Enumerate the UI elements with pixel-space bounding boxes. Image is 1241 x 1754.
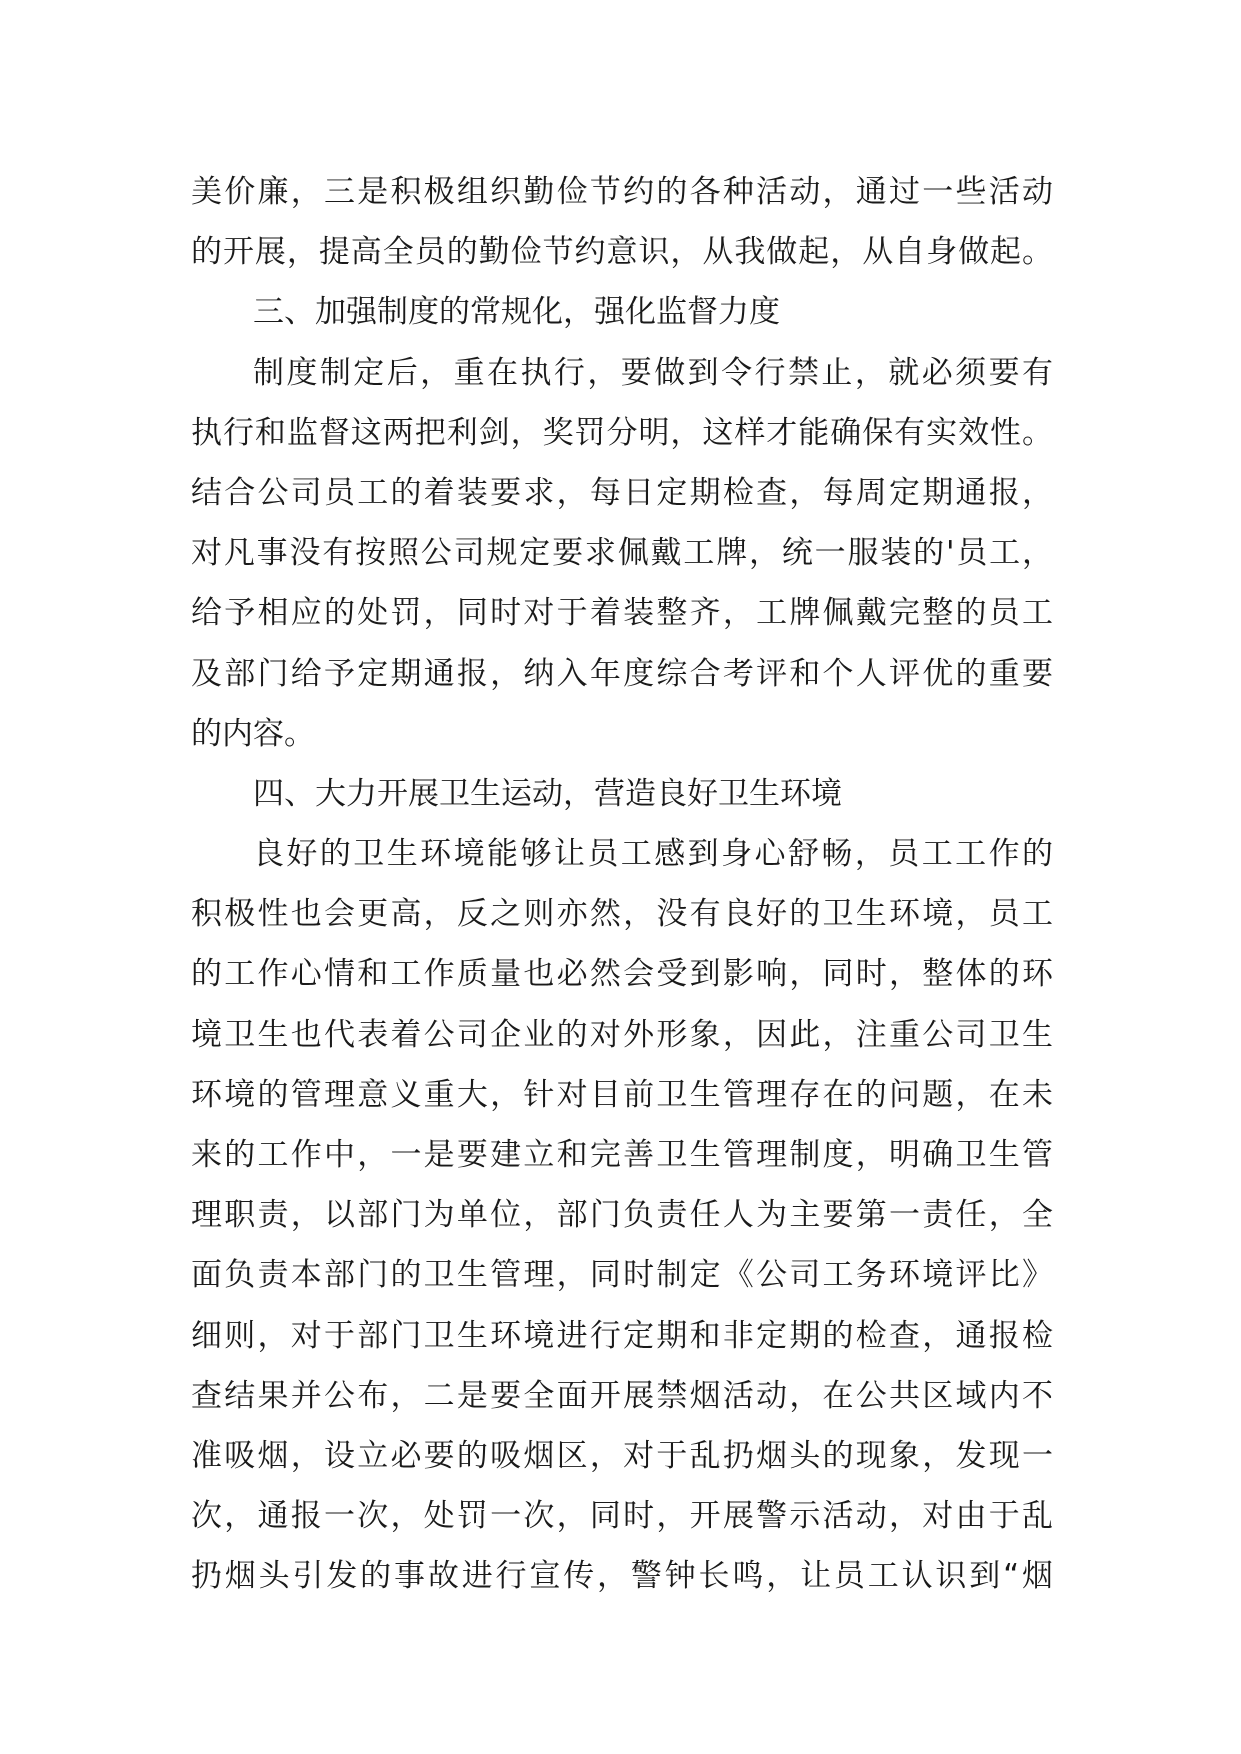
paragraph-line: 美价廉，三是积极组织勤俭节约的各种活动，通过一些活动 [191,174,1053,210]
paragraph-line: 面负责本部门的卫生管理，同时制定《公司工务环境评比》 [191,1257,1053,1294]
paragraph-line: 查结果并公布，二是要全面开展禁烟活动，在公共区域内不 [191,1377,1053,1414]
section-heading: 三、加强制度的常规化，强化监督力度 [253,294,780,331]
paragraph-line: 准吸烟，设立必要的吸烟区，对于乱扔烟头的现象，发现一 [191,1437,1053,1474]
paragraph-line: 制度制定后，重在执行，要做到令行禁止，就必须要有 [253,354,1053,391]
section-heading: 四、大力开展卫生运动，营造良好卫生环境 [253,775,842,812]
paragraph-line: 的工作心情和工作质量也必然会受到影响，同时，整体的环 [191,956,1053,993]
paragraph-line: 给予相应的处罚，同时对于着装整齐，工牌佩戴完整的员工 [191,595,1053,632]
body-text [191,162,1053,1607]
paragraph-line: 执行和监督这两把利剑，奖罚分明，这样才能确保有实效性。 [191,414,1053,451]
paragraph-line: 环境的管理意义重大，针对目前卫生管理存在的问题，在未 [191,1076,1053,1113]
paragraph-line: 次，通报一次，处罚一次，同时，开展警示活动，对由于乱 [191,1498,1053,1535]
paragraph-line: 理职责，以部门为单位，部门负责任人为主要第一责任，全 [191,1197,1053,1234]
paragraph-line: 境卫生也代表着公司企业的对外形象，因此，注重公司卫生 [191,1016,1053,1053]
paragraph-line: 结合公司员工的着装要求，每日定期检查，每周定期通报， [191,474,1053,511]
paragraph-line: 的内容。 [191,715,315,752]
paragraph-line: 来的工作中，一是要建立和完善卫生管理制度，明确卫生管 [191,1137,1053,1173]
paragraph-line: 扔烟头引发的事故进行宣传，警钟长鸣，让员工认识到“烟 [191,1558,1053,1595]
paragraph-line: 的开展，提高全员的勤俭节约意识，从我做起，从自身做起。 [191,234,1053,271]
paragraph-line: 及部门给予定期通报，纳入年度综合考评和个人评优的重要 [191,655,1053,692]
paragraph-line: 良好的卫生环境能够让员工感到身心舒畅，员工工作的 [253,836,1053,873]
paragraph-line: 对凡事没有按照公司规定要求佩戴工牌，统一服装的'员工， [191,535,1053,572]
paragraph-line: 积极性也会更高，反之则亦然，没有良好的卫生环境，员工 [191,896,1053,933]
paragraph-line: 细则，对于部门卫生环境进行定期和非定期的检查，通报检 [191,1317,1053,1354]
